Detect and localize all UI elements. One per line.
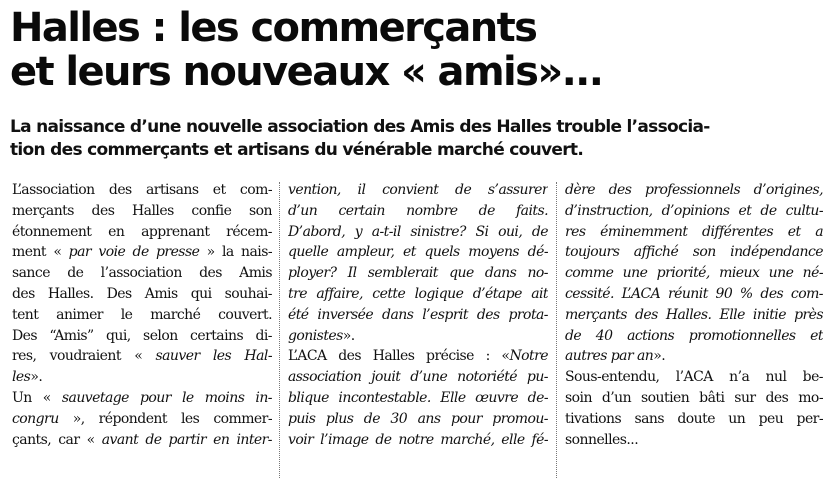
article-column-2: [288, 180, 548, 450]
text-line: çants, car « avant de partir en inter-: [12, 431, 272, 448]
text-line: ployer? Il semblerait que dans no-: [288, 265, 548, 282]
subhead-line-2: tion des commerçants et artisans du vénérable marché couvert.: [10, 140, 584, 160]
text-line: tent animer le marché couvert.: [12, 306, 272, 323]
text-line: d’un certain nombre de faits.: [288, 202, 548, 219]
article-column-3: [565, 180, 823, 450]
headline-line-1: Halles : les commerçants: [10, 5, 537, 51]
text-line: res éminemment différentes et a: [565, 223, 823, 240]
text-line: congru », répondent les commer-: [12, 410, 272, 427]
text-line: sance de l’association des Amis: [12, 265, 272, 282]
text-line: vention, il convient de s’assurer: [288, 182, 548, 198]
text-line: comme une priorité, mieux une né-: [565, 265, 823, 282]
article-subheadline: [10, 116, 822, 162]
text-line: blique incontestable. Elle œuvre de-: [288, 389, 548, 406]
text-line: tivations sans doute un peu per-: [565, 410, 823, 427]
text-line: D’abord, y a-t-il sinistre? Si oui, de: [288, 223, 548, 240]
text-line: voir l’image de notre marché, elle fé-: [288, 431, 548, 448]
text-line: quelle ampleur, et quels moyens dé-: [288, 244, 548, 261]
column-divider: [556, 182, 558, 478]
text-line: L’ACA des Halles précise : «Notre: [288, 348, 548, 365]
article-column-1: [12, 180, 272, 450]
text-line: gonistes».: [288, 327, 355, 344]
text-line: des Halles. Des Amis qui souhai-: [12, 285, 272, 302]
text-line: été inversée dans l’esprit des prota-: [288, 306, 548, 323]
text-line: res, voudraient « sauver les Hal-: [12, 348, 272, 365]
text-line: tre affaire, cette logique d’étape ait: [288, 285, 548, 302]
article-headline: [10, 6, 820, 94]
text-line: cessité. L’ACA réunit 90 % des com-: [565, 285, 823, 302]
text-line: dère des professionnels d’origines,: [565, 182, 823, 198]
text-line: association jouit d’une notoriété pu-: [288, 369, 548, 386]
column-divider: [279, 182, 281, 478]
text-line: L’association des artisans et com-: [12, 182, 272, 198]
text-line: merçants des Halles confie son: [12, 202, 272, 219]
text-line: merçants des Halles. Elle initie près: [565, 306, 823, 323]
text-line: Un « sauvetage pour le moins in-: [12, 389, 272, 406]
text-line: de 40 actions promotionnelles et: [565, 327, 823, 344]
text-line: toujours affiché son indépendance: [565, 244, 823, 261]
text-line: autres par an».: [565, 348, 666, 365]
text-line: Des “Amis” qui, selon certains di-: [12, 327, 272, 344]
text-line: puis plus de 30 ans pour promou-: [288, 410, 548, 427]
text-line: soin d’un soutien bâti sur des mo-: [565, 389, 823, 406]
text-line: sonnelles...: [565, 431, 639, 448]
text-line: Sous-entendu, l’ACA n’a nul be-: [565, 369, 823, 386]
headline-line-2: et leurs nouveaux « amis»...: [10, 49, 603, 95]
text-line: ment « par voie de presse » la nais-: [12, 244, 272, 261]
text-line: les».: [12, 369, 43, 386]
subhead-line-1: La naissance d’une nouvelle association des Amis des Halles trouble l’associa-: [10, 117, 710, 137]
text-line: d’instruction, d’opinions et de cultu-: [565, 202, 823, 219]
text-line: étonnement en apprenant récem-: [12, 223, 272, 240]
